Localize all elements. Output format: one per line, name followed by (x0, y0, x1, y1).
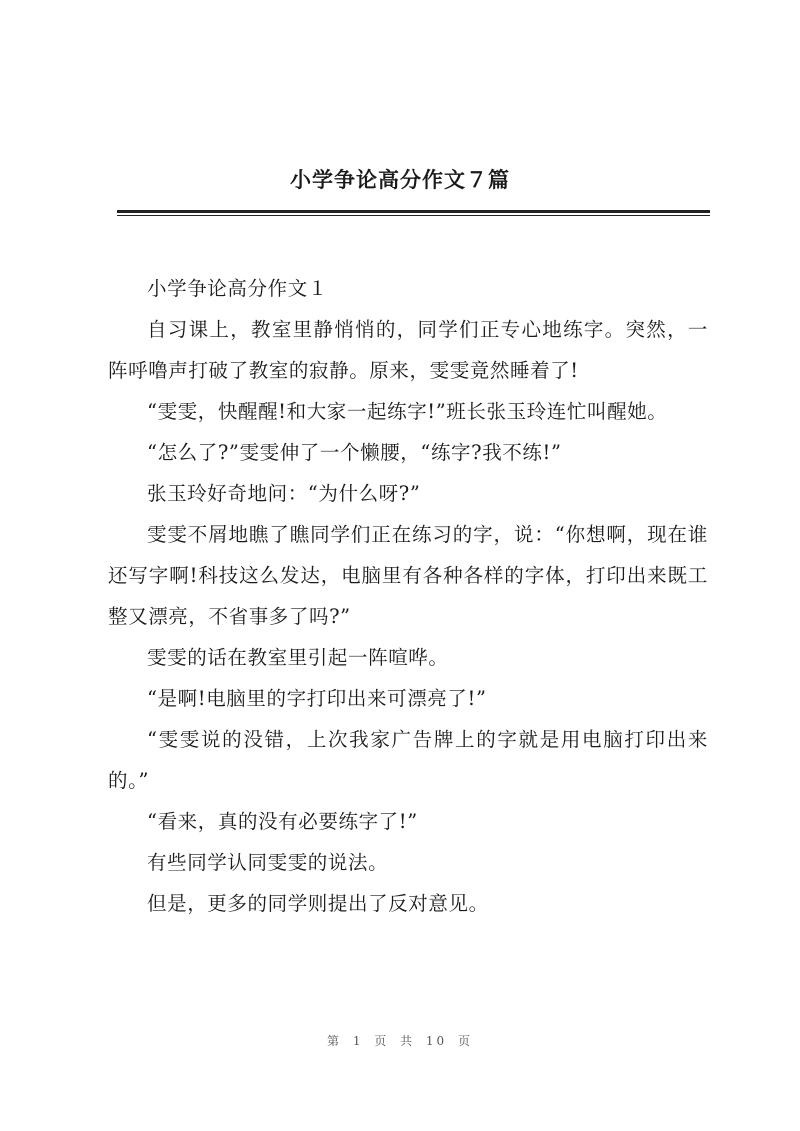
document-title: 小学争论高分作文７篇 (290, 167, 510, 192)
paragraph: 雯雯的话在教室里引起一阵喧哗。 (147, 646, 449, 669)
document-body (108, 268, 708, 924)
paragraph: “雯雯说的没错，上次我家广告牌上的字就是用电脑打印出来的。” (108, 728, 708, 792)
paragraph: 自习课上，教室里静悄悄的，同学们正专心地练字。突然，一阵呼噜声打破了教室的寂静。原来，雯雯竟然睡着了! (108, 318, 708, 382)
paragraph: “怎么了?”雯雯伸了一个懒腰，“练字?我不练!” (147, 441, 562, 464)
paragraph: “看来，真的没有必要练字了!” (147, 810, 418, 833)
paragraph: “雯雯，快醒醒!和大家一起练字!”班长张玉玲连忙叫醒她。 (147, 400, 668, 423)
paragraph: 有些同学认同雯雯的说法。 (147, 851, 389, 874)
paragraph: 雯雯不屑地瞧了瞧同学们正在练习的字，说：“你想啊，现在谁还写字啊!科技这么发达，电脑里有各种各样的字体，打印出来既工整又漂亮，不省事多了吗?” (108, 523, 708, 628)
paragraph: 张玉玲好奇地问：“为什么呀?” (147, 482, 421, 505)
paragraph: 但是，更多的同学则提出了反对意见。 (147, 892, 489, 915)
title-divider (117, 210, 710, 213)
paragraph: “是啊!电脑里的字打印出来可漂亮了!” (147, 687, 487, 710)
page-number-footer: 第 1 页 共 10 页 (327, 1034, 473, 1048)
paragraph: 小学争论高分作文１ (147, 277, 328, 300)
